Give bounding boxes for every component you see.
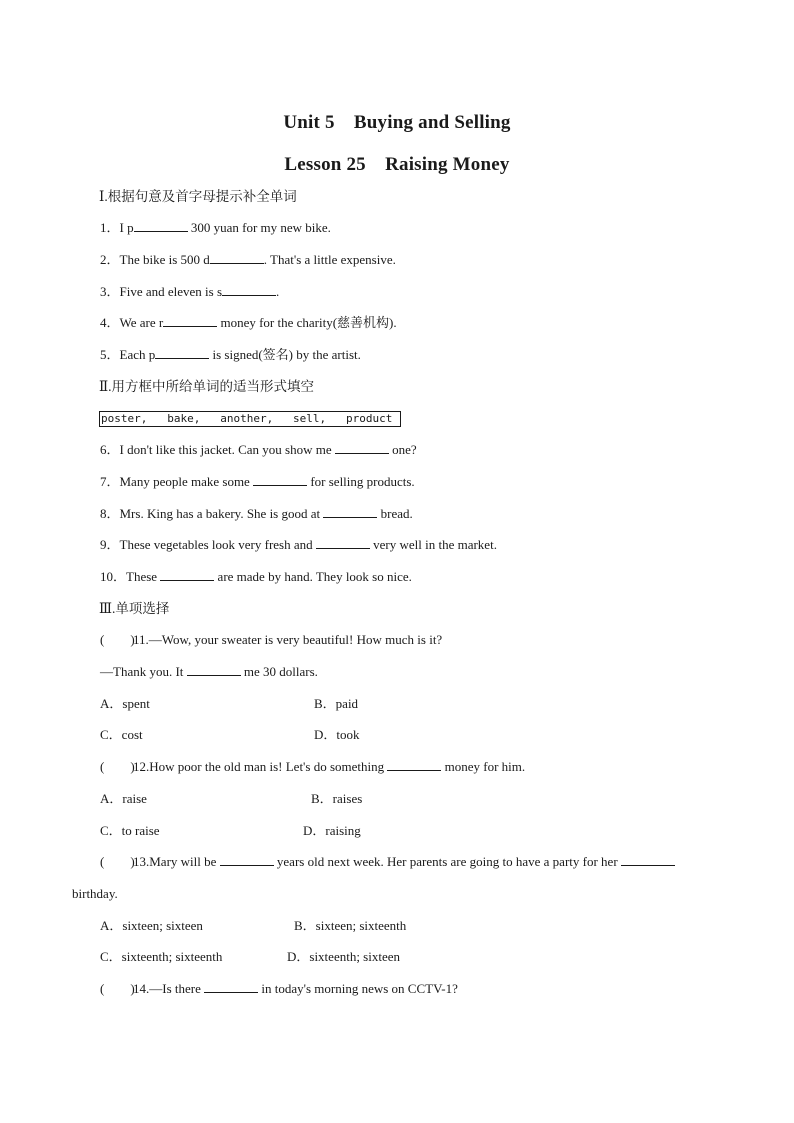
question-10 bbox=[100, 569, 412, 585]
answer-blank[interactable] bbox=[335, 442, 389, 454]
section-1-heading: Ⅰ.根据句意及首字母提示补全单词 bbox=[99, 189, 297, 204]
question-text: is signed(签名) by the artist. bbox=[209, 347, 361, 362]
question-text: —Thank you. It bbox=[100, 664, 187, 679]
option-d[interactable]: D．took bbox=[314, 727, 360, 742]
answer-blank[interactable] bbox=[387, 759, 441, 771]
answer-paren[interactable]: ( ) bbox=[100, 854, 135, 869]
question-text: 300 yuan for my new bike. bbox=[187, 220, 331, 235]
option-a[interactable]: A．sixteen; sixteen bbox=[100, 918, 203, 933]
question-text: 5．Each p bbox=[100, 347, 156, 362]
answer-blank[interactable] bbox=[621, 854, 675, 866]
question-text: 14.—Is there bbox=[133, 981, 205, 996]
section-2-heading: Ⅱ.用方框中所给单词的适当形式填空 bbox=[99, 379, 315, 394]
question-text: 4．We are r bbox=[100, 315, 164, 330]
question-text: . That's a little expensive. bbox=[263, 252, 396, 267]
question-text: 13.Mary will be bbox=[133, 854, 220, 869]
answer-blank[interactable] bbox=[323, 506, 377, 518]
option-b[interactable]: B．sixteen; sixteenth bbox=[294, 918, 407, 933]
question-12 bbox=[100, 759, 525, 775]
question-text: . bbox=[276, 284, 280, 299]
answer-paren[interactable]: ( ) bbox=[100, 632, 135, 647]
option-c[interactable]: C．to raise bbox=[100, 823, 160, 838]
answer-blank[interactable] bbox=[160, 569, 214, 581]
question-text: 10．These bbox=[100, 569, 161, 584]
answer-blank[interactable] bbox=[210, 252, 264, 264]
option-c[interactable]: C．cost bbox=[100, 727, 143, 742]
question-text: 2．The bike is 500 d bbox=[100, 252, 210, 267]
unit-title: Unit 5 Buying and Selling bbox=[283, 112, 511, 133]
answer-paren[interactable]: ( ) bbox=[100, 981, 135, 996]
question-text: 8．Mrs. King has a bakery. She is good at bbox=[100, 506, 324, 521]
question-text: one? bbox=[388, 442, 417, 457]
question-1 bbox=[100, 220, 331, 236]
question-13-continued: birthday. bbox=[72, 886, 118, 901]
question-text: 6．I don't like this jacket. Can you show me bbox=[100, 442, 335, 457]
option-a[interactable]: A．spent bbox=[100, 696, 150, 711]
question-text: years old next week. Her parents are going to have a party for her bbox=[273, 854, 621, 869]
question-text: 1．I p bbox=[100, 220, 134, 235]
answer-blank[interactable] bbox=[253, 474, 307, 486]
question-text: for selling products. bbox=[307, 474, 415, 489]
question-text: money for him. bbox=[441, 759, 526, 774]
question-text: 3．Five and eleven is s bbox=[100, 284, 223, 299]
answer-blank[interactable] bbox=[222, 284, 276, 296]
question-text: 11.—Wow, your sweater is very beautiful! How much is it? bbox=[133, 632, 443, 647]
option-d[interactable]: D．raising bbox=[303, 823, 361, 838]
question-2 bbox=[100, 252, 396, 268]
question-9 bbox=[100, 537, 497, 553]
question-text: money for the charity(慈善机构). bbox=[217, 315, 397, 330]
option-a[interactable]: A．raise bbox=[100, 791, 147, 806]
question-7 bbox=[100, 474, 415, 490]
word-box: poster, bake, another, sell, product bbox=[99, 411, 401, 427]
option-b[interactable]: B．paid bbox=[314, 696, 359, 711]
question-text: me 30 dollars. bbox=[240, 664, 318, 679]
option-c[interactable]: C．sixteenth; sixteenth bbox=[100, 949, 223, 964]
question-text: are made by hand. They look so nice. bbox=[214, 569, 412, 584]
question-4 bbox=[100, 315, 397, 331]
option-b[interactable]: B．raises bbox=[311, 791, 363, 806]
question-13 bbox=[100, 854, 675, 870]
answer-blank[interactable] bbox=[204, 981, 258, 993]
lesson-title: Lesson 25 Raising Money bbox=[284, 154, 510, 175]
question-text: 12.How poor the old man is! Let's do something bbox=[133, 759, 388, 774]
question-11 bbox=[100, 632, 442, 648]
question-text: in today's morning news on CCTV-1? bbox=[258, 981, 458, 996]
answer-blank[interactable] bbox=[220, 854, 274, 866]
question-text: bread. bbox=[377, 506, 413, 521]
answer-blank[interactable] bbox=[163, 315, 217, 327]
answer-blank[interactable] bbox=[316, 537, 370, 549]
answer-paren[interactable]: ( ) bbox=[100, 759, 135, 774]
option-d[interactable]: D．sixteenth; sixteen bbox=[287, 949, 401, 964]
question-3 bbox=[100, 284, 279, 300]
question-14 bbox=[100, 981, 458, 997]
answer-blank[interactable] bbox=[134, 220, 188, 232]
question-5 bbox=[100, 347, 361, 363]
question-8 bbox=[100, 506, 413, 522]
question-text: 7．Many people make some bbox=[100, 474, 254, 489]
question-6 bbox=[100, 442, 417, 458]
answer-blank[interactable] bbox=[187, 664, 241, 676]
answer-blank[interactable] bbox=[155, 347, 209, 359]
question-text: very well in the market. bbox=[369, 537, 497, 552]
question-11-reply bbox=[100, 664, 318, 680]
question-text: 9．These vegetables look very fresh and bbox=[100, 537, 316, 552]
section-3-heading: Ⅲ.单项选择 bbox=[99, 601, 170, 616]
